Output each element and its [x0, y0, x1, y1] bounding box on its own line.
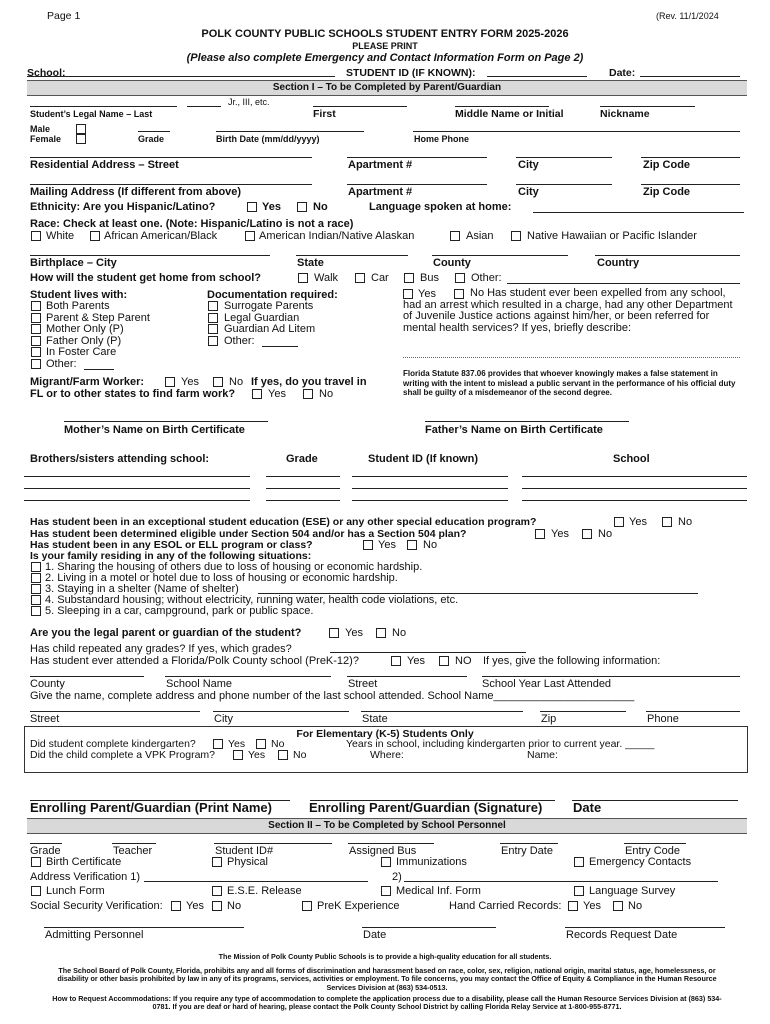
- mailing-city-label: City: [518, 186, 539, 198]
- form-title: POLK COUNTY PUBLIC SCHOOLS STUDENT ENTRY FORM 2025-2026: [201, 28, 569, 40]
- ad-litem-label: Guardian Ad Litem: [224, 323, 316, 335]
- ese-no-checkbox[interactable]: [662, 517, 672, 527]
- ese-yes-label: Yes: [629, 516, 647, 528]
- physical-label: Physical: [227, 856, 268, 868]
- birth-cert-label: Birth Certificate: [46, 856, 122, 868]
- admitting-personnel-label: Admitting Personnel: [45, 929, 144, 941]
- vpk-question: Did the child complete a VPK Program?: [30, 749, 216, 761]
- hand-carried-no-label: No: [628, 900, 643, 912]
- prek-checkbox[interactable]: [302, 901, 312, 911]
- farm-no-checkbox[interactable]: [303, 389, 313, 399]
- prev-street-field[interactable]: [347, 676, 467, 677]
- nondiscrimination-notice: The School Board of Polk County, Florida, prohibits any and all forms of discrimination and harassment based on race, color, sex, religion, national origin, marital status, age, homelessness, or disability or other basis prohibited by law in any of its programs, services, activities or employment. To file concerns, you may contact the Office of Equity & Compliance in the Human Resource Services Division at (863) 534-0513.: [57, 966, 717, 992]
- sibling-name-field[interactable]: [24, 488, 250, 489]
- legal-parent-yes-label: Yes: [345, 627, 363, 639]
- sibling-school-field[interactable]: [522, 500, 747, 501]
- race-pacific-checkbox[interactable]: [511, 231, 521, 241]
- birth-date-field[interactable]: [216, 131, 364, 132]
- residing-5-checkbox[interactable]: [31, 606, 41, 616]
- ese-no-label: No: [678, 516, 693, 528]
- expelled-description-field[interactable]: [403, 357, 740, 358]
- male-label: Male: [30, 124, 51, 134]
- language-field[interactable]: [533, 212, 744, 213]
- suffix-field[interactable]: [187, 106, 221, 107]
- medical-form-label: Medical Inf. Form: [396, 885, 481, 897]
- mission-statement: The Mission of Polk County Public Schools is to provide a high-quality education for all students.: [218, 952, 552, 961]
- personnel-grade-label: Grade: [30, 845, 61, 857]
- language-survey-checkbox[interactable]: [574, 886, 584, 896]
- mother-name-field[interactable]: [64, 421, 268, 422]
- legal-parent-question: Are you the legal parent or guardian of the student?: [30, 627, 302, 639]
- foster-care-checkbox[interactable]: [31, 347, 41, 357]
- mailing-city-field[interactable]: [516, 184, 612, 185]
- residing-1-checkbox[interactable]: [31, 562, 41, 572]
- mailing-zip-label: Zip Code: [643, 186, 691, 198]
- personnel-entry-code-field[interactable]: [624, 843, 686, 844]
- medical-form-checkbox[interactable]: [381, 886, 391, 896]
- father-name-field[interactable]: [425, 421, 629, 422]
- emergency-contacts-label: Emergency Contacts: [589, 856, 692, 868]
- vpk-yes-checkbox[interactable]: [233, 750, 243, 760]
- migrant-farm-question: FL or to other states to find farm work?: [30, 388, 236, 400]
- ethnicity-question: Ethnicity: Are you Hispanic/Latino?: [30, 201, 216, 213]
- page-number: Page 1: [47, 10, 81, 22]
- father-only-label: Father Only (P): [46, 335, 122, 347]
- race-asian-checkbox[interactable]: [450, 231, 460, 241]
- lunch-form-label: Lunch Form: [46, 885, 105, 897]
- accommodations-notice: How to Request Accommodations: If you require any type of accommodation to complete the application process due to a disability, please call the Human Resource Services Division at (863) 534-0781. If you are deaf or hard of hearing, please contact the Polk County School District by calling Florida Relay Service at 1-800-955-8771.: [52, 994, 722, 1012]
- residing-5-label: 5. Sleeping in a car, campground, park or public space.: [45, 605, 314, 617]
- personnel-teacher-field[interactable]: [112, 843, 156, 844]
- residing-2-label: 2. Living in a motel or hotel due to loss of housing or economic hardship.: [45, 572, 398, 584]
- esol-yes-checkbox[interactable]: [363, 540, 373, 550]
- sibling-id-field[interactable]: [352, 488, 508, 489]
- both-parents-label: Both Parents: [46, 300, 110, 312]
- esol-question: Has student been in any ESOL or ELL program or class?: [30, 539, 313, 551]
- race-black-label: African American/Black: [104, 230, 218, 242]
- school-label: School:: [27, 67, 66, 79]
- legal-guardian-checkbox[interactable]: [208, 313, 218, 323]
- language-label: Language spoken at home:: [369, 201, 512, 213]
- vpk-no-checkbox[interactable]: [278, 750, 288, 760]
- last-school-street-field[interactable]: [30, 711, 200, 712]
- car-checkbox[interactable]: [355, 273, 365, 283]
- last-school-zip-field[interactable]: [540, 711, 626, 712]
- female-checkbox[interactable]: [76, 134, 86, 144]
- apartment-label: Apartment #: [348, 159, 413, 171]
- revision-date: (Rev. 11/1/2024: [656, 11, 719, 21]
- repeated-grades-question: Has child repeated any grades? If yes, which grades?: [30, 643, 292, 655]
- personnel-entry-date-label: Entry Date: [501, 845, 553, 857]
- prev-school-year-field[interactable]: [482, 676, 740, 677]
- sibling-school-field[interactable]: [522, 476, 747, 477]
- ssn-yes-checkbox[interactable]: [171, 901, 181, 911]
- legal-guardian-label: Legal Guardian: [224, 312, 300, 324]
- first-name-field[interactable]: [313, 106, 407, 107]
- attended-followup: If yes, give the following information:: [483, 655, 661, 667]
- prek-label: PreK Experience: [317, 900, 400, 912]
- elementary-title: For Elementary (K-5) Students Only: [296, 728, 474, 740]
- residing-3-label: 3. Staying in a shelter (Name of shelter): [45, 583, 239, 595]
- residing-1-label: 1. Sharing the housing of others due to loss of housing or economic hardship.: [45, 561, 423, 573]
- ese-question: Has student been in an exceptional student education (ESE) or any other special education program?: [30, 516, 537, 528]
- farm-yes-checkbox[interactable]: [252, 389, 262, 399]
- migrant-yes-label: Yes: [181, 376, 199, 388]
- print-name-label: Enrolling Parent/Guardian (Print Name): [30, 800, 272, 815]
- residential-street-field[interactable]: [30, 157, 312, 158]
- migrant-travel-label: If yes, do you travel in: [251, 376, 367, 388]
- ese-yes-checkbox[interactable]: [614, 517, 624, 527]
- attended-question: Has student ever attended a Florida/Polk County school (PreK-12)?: [30, 655, 359, 667]
- sibling-name-field[interactable]: [24, 476, 250, 477]
- residential-address-label: Residential Address – Street: [30, 159, 179, 171]
- siblings-id-header: Student ID (If known): [368, 453, 478, 465]
- vpk-name-label: Name:: [527, 749, 558, 761]
- birthplace-county-label: County: [433, 257, 471, 269]
- apartment-field[interactable]: [347, 157, 487, 158]
- hand-carried-yes-checkbox[interactable]: [568, 901, 578, 911]
- sibling-name-field[interactable]: [24, 500, 250, 501]
- bus-checkbox[interactable]: [404, 273, 414, 283]
- attended-yes-checkbox[interactable]: [391, 656, 401, 666]
- school-field[interactable]: [27, 76, 335, 77]
- other-transport-checkbox[interactable]: [455, 273, 465, 283]
- lives-other-label: Other:: [46, 358, 77, 370]
- walk-label: Walk: [314, 272, 339, 284]
- zip-field[interactable]: [641, 157, 740, 158]
- form-note: (Please also complete Emergency and Contact Information Form on Page 2): [186, 52, 584, 64]
- residing-4-checkbox[interactable]: [31, 595, 41, 605]
- middle-name-label: Middle Name or Initial: [455, 108, 564, 120]
- sibling-grade-field[interactable]: [266, 488, 340, 489]
- race-white-checkbox[interactable]: [31, 231, 41, 241]
- mailing-apartment-field[interactable]: [347, 184, 487, 185]
- ssn-no-label: No: [227, 900, 242, 912]
- esol-yes-label: Yes: [378, 539, 396, 551]
- vpk-yes-label: Yes: [248, 749, 266, 761]
- race-asian-label: Asian: [466, 230, 494, 242]
- lives-other-checkbox[interactable]: [31, 359, 41, 369]
- kinder-yes-label: Yes: [228, 738, 246, 750]
- last-school-city-field[interactable]: [213, 711, 349, 712]
- suffix-label: Jr., III, etc.: [228, 97, 270, 107]
- transport-question: How will the student get home from school?: [30, 272, 262, 284]
- birthplace-country-field[interactable]: [595, 255, 740, 256]
- last-school-zip-label: Zip: [541, 713, 557, 725]
- last-school-state-label: State: [362, 713, 388, 725]
- years-in-school-label: Years in school, including kindergarten prior to current year. _____: [346, 738, 655, 750]
- personnel-student-id-label: Student ID#: [215, 845, 274, 857]
- farm-yes-label: Yes: [268, 388, 286, 400]
- prev-school-name-label: School Name: [166, 678, 233, 690]
- nickname-field[interactable]: [600, 106, 695, 107]
- step-parent-label: Parent & Step Parent: [46, 312, 150, 324]
- lives-other-field[interactable]: [84, 369, 114, 370]
- residing-question: Is your family residing in any of the following situations:: [30, 550, 312, 562]
- kindergarten-question: Did student complete kindergarten?: [30, 738, 196, 750]
- father-only-checkbox[interactable]: [31, 336, 41, 346]
- legal-parent-no-checkbox[interactable]: [376, 628, 386, 638]
- personnel-entry-date-field[interactable]: [500, 843, 558, 844]
- sibling-id-field[interactable]: [352, 500, 508, 501]
- prev-county-field[interactable]: [30, 676, 144, 677]
- birthplace-city-label: Birthplace – City: [30, 257, 117, 269]
- immunizations-checkbox[interactable]: [381, 857, 391, 867]
- ssn-yes-label: Yes: [186, 900, 204, 912]
- addr-verification-2-label: 2): [392, 871, 402, 883]
- car-label: Car: [371, 272, 389, 284]
- birth-date-label: Birth Date (mm/dd/yyyy): [216, 134, 320, 144]
- sec504-no-label: No: [598, 528, 613, 540]
- last-school-state-field[interactable]: [361, 711, 523, 712]
- step-parent-checkbox[interactable]: [31, 313, 41, 323]
- hand-carried-yes-label: Yes: [583, 900, 601, 912]
- sec504-yes-label: Yes: [551, 528, 569, 540]
- addr-verification-1-label: Address Verification 1): [30, 871, 141, 883]
- legal-last-name-label: Student’s Legal Name – Last: [30, 109, 153, 119]
- attended-no-label: NO: [455, 655, 472, 667]
- hispanic-no-checkbox[interactable]: [297, 202, 307, 212]
- residing-2-checkbox[interactable]: [31, 573, 41, 583]
- doc-other-field[interactable]: [262, 346, 298, 347]
- race-native-checkbox[interactable]: [245, 231, 255, 241]
- emergency-contacts-checkbox[interactable]: [574, 857, 584, 867]
- expelled-question: No Has student ever been expelled from any school, had an arrest which resulted in a charge, had any other Department of Juvenile Justice actions against him/her, or been referred for mental health services? If yes, briefly describe:: [403, 287, 733, 334]
- other-transport-label: Other:: [471, 272, 502, 284]
- birthplace-state-field[interactable]: [296, 255, 408, 256]
- mother-name-label: Mother’s Name on Birth Certificate: [64, 424, 245, 436]
- siblings-grade-header: Grade: [286, 453, 318, 465]
- vpk-no-label: No: [293, 749, 307, 761]
- father-name-label: Father’s Name on Birth Certificate: [425, 424, 603, 436]
- walk-checkbox[interactable]: [298, 273, 308, 283]
- hand-carried-no-checkbox[interactable]: [613, 901, 623, 911]
- bus-label: Bus: [420, 272, 439, 284]
- surrogate-label: Surrogate Parents: [224, 300, 314, 312]
- attended-no-checkbox[interactable]: [439, 656, 449, 666]
- both-parents-checkbox[interactable]: [31, 301, 41, 311]
- esol-no-checkbox[interactable]: [407, 540, 417, 550]
- attended-yes-label: Yes: [407, 655, 425, 667]
- prev-street-label: Street: [348, 678, 378, 690]
- ssn-no-checkbox[interactable]: [212, 901, 222, 911]
- migrant-question: Migrant/Farm Worker:: [30, 376, 145, 388]
- sibling-id-field[interactable]: [352, 476, 508, 477]
- personnel-teacher-label: Teacher: [113, 845, 153, 857]
- repeated-grades-field[interactable]: [330, 652, 526, 653]
- sec504-no-checkbox[interactable]: [582, 529, 592, 539]
- records-request-date-label: Records Request Date: [566, 929, 678, 941]
- mailing-apartment-label: Apartment #: [348, 186, 413, 198]
- last-school-phone-label: Phone: [647, 713, 679, 725]
- addr-verification-1-field[interactable]: [144, 881, 368, 882]
- female-label: Female: [30, 134, 62, 144]
- hispanic-yes-checkbox[interactable]: [247, 202, 257, 212]
- ese-release-label: E.S.E. Release: [227, 885, 302, 897]
- sibling-grade-field[interactable]: [266, 500, 340, 501]
- kinder-no-label: No: [271, 738, 285, 750]
- personnel-bus-label: Assigned Bus: [349, 845, 417, 857]
- doc-other-label: Other:: [224, 335, 255, 347]
- race-question: Race: Check at least one. (Note: Hispanic/Latino is not a race): [30, 218, 354, 230]
- personnel-bus-field[interactable]: [348, 843, 434, 844]
- personnel-grade-field[interactable]: [30, 843, 62, 844]
- section-1-header: Section I – To be Completed by Parent/Guardian: [27, 80, 747, 96]
- sec504-yes-checkbox[interactable]: [535, 529, 545, 539]
- signature-date-label: Date: [573, 800, 602, 815]
- addr-verification-2-field[interactable]: [404, 881, 718, 882]
- last-school-phone-field[interactable]: [646, 711, 740, 712]
- mother-only-checkbox[interactable]: [31, 324, 41, 334]
- ese-release-checkbox[interactable]: [212, 886, 222, 896]
- other-transport-field[interactable]: [507, 283, 740, 284]
- migrant-no-checkbox[interactable]: [213, 377, 223, 387]
- birthplace-state-label: State: [297, 257, 324, 269]
- migrant-yes-checkbox[interactable]: [165, 377, 175, 387]
- legal-parent-no-label: No: [392, 627, 407, 639]
- documentation-label: Documentation required:: [207, 289, 338, 301]
- mailing-zip-field[interactable]: [641, 184, 740, 185]
- prev-school-name-field[interactable]: [165, 676, 331, 677]
- doc-other-checkbox[interactable]: [208, 336, 218, 346]
- farm-no-label: No: [319, 388, 334, 400]
- records-request-date-field[interactable]: [565, 927, 725, 928]
- first-name-label: First: [313, 108, 336, 120]
- zip-label: Zip Code: [643, 159, 691, 171]
- hispanic-no-label: No: [313, 201, 328, 213]
- foster-care-label: In Foster Care: [46, 346, 117, 358]
- mailing-address-field[interactable]: [30, 184, 312, 185]
- admitting-personnel-field[interactable]: [44, 927, 244, 928]
- please-print: PLEASE PRINT: [352, 41, 418, 51]
- race-native-label: American Indian/Native Alaskan: [259, 230, 415, 242]
- expelled-yes-label: Yes: [418, 288, 436, 300]
- migrant-no-label: No: [229, 376, 244, 388]
- section504-question: Has student been determined eligible under Section 504 and/or has a Section 504 plan?: [30, 528, 467, 540]
- language-survey-label: Language Survey: [589, 885, 676, 897]
- birthplace-county-field[interactable]: [432, 255, 568, 256]
- personnel-entry-code-label: Entry Code: [625, 845, 681, 857]
- residing-3-checkbox[interactable]: [31, 584, 41, 594]
- mother-only-label: Mother Only (P): [46, 323, 124, 335]
- last-school-city-label: City: [214, 713, 233, 725]
- last-school-street-label: Street: [30, 713, 60, 725]
- mailing-address-label: Mailing Address (If different from above): [30, 186, 242, 198]
- lunch-form-checkbox[interactable]: [31, 886, 41, 896]
- city-label: City: [518, 159, 539, 171]
- prev-school-year-label: School Year Last Attended: [482, 678, 612, 690]
- city-field[interactable]: [516, 157, 612, 158]
- physical-checkbox[interactable]: [212, 857, 222, 867]
- residing-4-label: 4. Substandard housing; without electricity, running water, health code violations, etc.: [45, 594, 459, 606]
- home-phone-field[interactable]: [413, 131, 740, 132]
- florida-statute-note: Florida Statute 837.06 provides that whoever knowingly makes a false statement in writing with the intent to mislead a public servant in the performance of his official duty shall be guilty of a misdemeanor of the second degree.: [403, 369, 736, 397]
- nickname-label: Nickname: [600, 108, 650, 120]
- student-id-field[interactable]: [487, 76, 587, 77]
- sibling-grade-field[interactable]: [266, 476, 340, 477]
- vpk-where-label: Where:: [370, 749, 404, 761]
- race-pacific-label: Native Hawaiian or Pacific Islander: [527, 230, 697, 242]
- legal-parent-yes-checkbox[interactable]: [329, 628, 339, 638]
- esol-no-label: No: [423, 539, 438, 551]
- last-school-instruction: Give the name, complete address and phone number of the last school attended. School Name_______________________: [30, 690, 635, 702]
- personnel-student-id-field[interactable]: [214, 843, 332, 844]
- middle-name-field[interactable]: [455, 106, 549, 107]
- ad-litem-checkbox[interactable]: [208, 324, 218, 334]
- birthplace-country-label: Country: [597, 257, 640, 269]
- birthplace-city-field[interactable]: [30, 255, 270, 256]
- kinder-yes-checkbox[interactable]: [213, 739, 223, 749]
- grade-field[interactable]: [138, 131, 170, 132]
- birth-cert-checkbox[interactable]: [31, 857, 41, 867]
- ssn-verification-label: Social Security Verification:: [30, 900, 163, 912]
- kinder-no-checkbox[interactable]: [256, 739, 266, 749]
- hand-carried-label: Hand Carried Records:: [449, 900, 562, 912]
- surrogate-checkbox[interactable]: [208, 301, 218, 311]
- hispanic-yes-label: Yes: [262, 201, 281, 213]
- student-id-label: STUDENT ID (IF KNOWN):: [346, 67, 476, 79]
- date-label: Date:: [609, 67, 636, 79]
- sibling-school-field[interactable]: [522, 488, 747, 489]
- lives-with-label: Student lives with:: [30, 289, 128, 301]
- admitting-date-label: Date: [363, 929, 387, 941]
- immunizations-label: Immunizations: [396, 856, 467, 868]
- date-field[interactable]: [640, 76, 740, 77]
- admitting-date-field[interactable]: [362, 927, 496, 928]
- home-phone-label: Home Phone: [414, 134, 470, 144]
- section-2-header: Section II – To be Completed by School Personnel: [27, 818, 747, 834]
- signature-label: Enrolling Parent/Guardian (Signature): [309, 800, 543, 815]
- prev-county-label: County: [30, 678, 65, 690]
- male-checkbox[interactable]: [76, 124, 86, 134]
- race-white-label: White: [46, 230, 75, 242]
- last-name-field[interactable]: [30, 106, 177, 107]
- grade-label: Grade: [138, 134, 165, 144]
- race-black-checkbox[interactable]: [90, 231, 100, 241]
- siblings-school-header: School: [613, 453, 650, 465]
- siblings-label: Brothers/sisters attending school:: [30, 453, 210, 465]
